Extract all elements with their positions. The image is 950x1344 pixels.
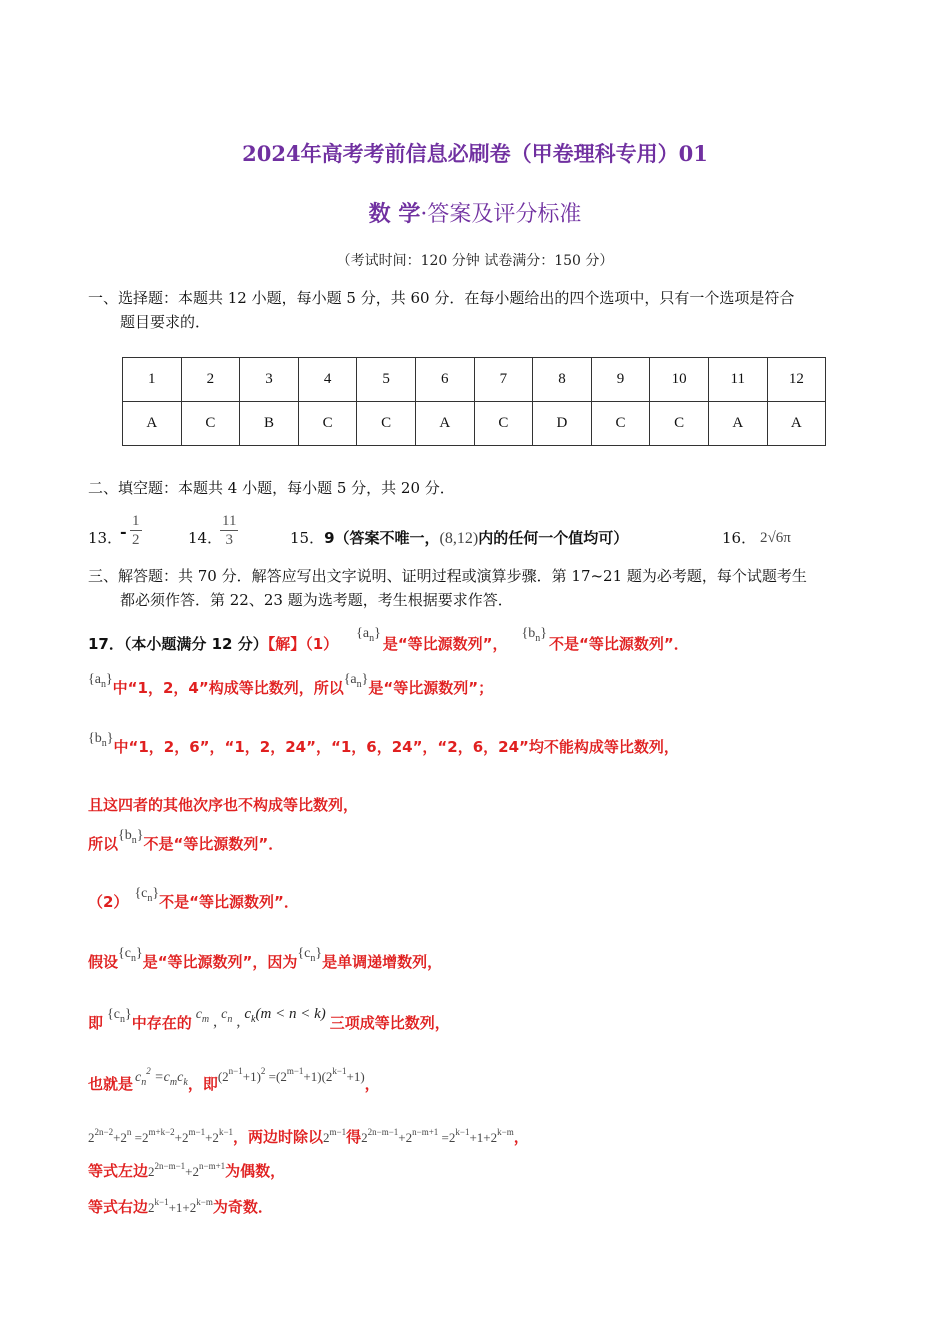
q14-denominator: 3 [225, 532, 233, 548]
page-subtitle [0, 197, 950, 228]
q17-line10-get: 得 [346, 1128, 362, 1146]
eq-left-side: $2^{2n-m-1}+2^{n-m+1}$ [148, 1161, 226, 1179]
term-cm: $c_m$ [195, 1007, 210, 1025]
q17-line4: 且这四者的其他次序也不构成等比数列， [88, 796, 359, 814]
q15-label: 15． [290, 529, 325, 547]
set-a-3: $\{a_n\}$ [343, 672, 369, 690]
q17-line10: $2^{2n-2}+2^n =2^{m+k-2}+2^{m-1}+2^{k-1}$，两边时除以$2^{m-1}$得$2^{2n-m-1}+2^{n-m+1} =2^{k-1}+1+2^{k-m}$， [88, 1127, 529, 1146]
q17-line12 [88, 1196, 273, 1217]
term-cn: $c_n$ [221, 1007, 233, 1025]
answer-cell: D [533, 402, 592, 446]
set-b-2: $\{b_n\}$ [88, 731, 114, 749]
section2-heading: 二、填空题：本题共 4 小题，每小题 5 分，共 20 分． [88, 479, 455, 497]
q17-line8: 即 $\{c_n\}$中存在的 $c_m$ , $c_n$ , $c_k(m < n < k)$ 三项成等比数列， [88, 1006, 450, 1032]
section1-heading-line1: 一、选择题：本题共 12 小题，每小题 5 分，共 60 分．在每小题给出的四个选项中，只有一个选项是符合 [88, 289, 795, 307]
q17-line5-end: 不是“等比源数列”． [143, 835, 284, 853]
q17-line5-pre: 所以 [88, 835, 119, 853]
q17-line3 [88, 731, 679, 757]
answer-cell: B [240, 402, 299, 446]
set-c-3: $\{c_n\}$ [297, 946, 323, 964]
section3-heading-line1: 三、解答题：共 70 分．解答应写出文字说明、证明过程或演算步骤．第 17~21 题为必考题，每个试题考生 [88, 567, 807, 585]
set-b-3: $\{b_n\}$ [118, 828, 144, 846]
answer-cell: A [123, 402, 182, 446]
answer-cell: A [415, 402, 474, 446]
answer-cell: C [474, 402, 533, 446]
question-number-cell: 9 [591, 358, 650, 402]
q14-label: 14． [188, 529, 223, 547]
q17-line12-end: 为奇数． [212, 1198, 273, 1216]
question-number-cell: 7 [474, 358, 533, 402]
q17-line8-end: 三项成等比数列， [329, 1014, 450, 1032]
question-number-cell: 3 [240, 358, 299, 402]
q17-line8-pre: 即 [88, 1014, 104, 1032]
page-title: 2024年高考考前信息必刷卷（甲卷理科专用）01 [242, 141, 708, 166]
answer-cell: C [357, 402, 416, 446]
question-number-cell: 5 [357, 358, 416, 402]
eq-power-relation: (2n−1+1)2 =(2m−1+1)(2k−1+1) [217, 1066, 365, 1084]
q15-tail: 内的任何一个值均可） [478, 529, 629, 547]
q17-line5 [88, 828, 283, 854]
q17-line2 [88, 672, 493, 698]
answer-cell: C [591, 402, 650, 446]
q17-prefix: 17．（本小题满分 12 分） [88, 635, 268, 653]
q17-part2-label: （2） [88, 893, 129, 911]
question-number-cell: 1 [123, 358, 182, 402]
q17-line11-end: 为偶数， [225, 1162, 286, 1180]
question-number-cell: 8 [533, 358, 592, 402]
q15-line [290, 526, 628, 551]
q13-label: 13． [88, 529, 123, 547]
q13-denominator: 2 [132, 532, 140, 548]
eq-cn-squared: $c_n^2 =c_mc_k$ [135, 1066, 188, 1088]
q13-numerator: 1 [132, 513, 140, 529]
q17-line11 [88, 1160, 285, 1181]
answer-table-numbers-row [123, 358, 826, 402]
set-c-4: $\{c_n\}$ [107, 1007, 132, 1025]
set-c-2: $\{c_n\}$ [118, 946, 143, 964]
q15-answer: 9（答案不唯一， [324, 529, 440, 547]
question-number-cell: 12 [767, 358, 826, 402]
subject-name: 数 学 [368, 201, 421, 227]
q17-jie: 【解】（1） [267, 635, 339, 653]
answer-cell: A [767, 402, 826, 446]
q17-line1 [88, 626, 689, 654]
question-number-cell: 4 [298, 358, 357, 402]
q17-line1-isnot: 不是“等比源数列”． [549, 635, 689, 653]
q17-line9-mid: ，即 [187, 1075, 218, 1093]
eq-expanded: $2^{2n-2}+2^n =2^{m+k-2}+2^{m-1}+2^{k-1}$ [88, 1127, 234, 1145]
q17-line7-pre: 假设 [88, 953, 119, 971]
q17-line9-pre: 也就是 [88, 1075, 134, 1093]
answer-cell: C [181, 402, 240, 446]
q16-answer: 2√6π [760, 530, 791, 546]
answer-table-answers-row [123, 402, 826, 446]
question-number-cell: 10 [650, 358, 709, 402]
q15-interval: (8,12) [439, 530, 479, 547]
answer-cell: A [708, 402, 767, 446]
q14-fraction [220, 512, 238, 549]
q17-line7-end: 是单调递增数列， [322, 953, 443, 971]
eq-right-side: $2^{k-1}+1+2^{k-m}$ [148, 1197, 213, 1215]
set-a-2: $\{a_n\}$ [88, 672, 113, 690]
eq-divided: $2^{2n-m-1}+2^{n-m+1} =2^{k-1}+1+2^{k-m}$ [361, 1127, 514, 1145]
set-a-1: $\{a_n\}$ [356, 626, 381, 644]
q17-line2-end: 是“等比源数列”； [368, 679, 494, 697]
q13-fraction [130, 512, 142, 549]
q17-line12-pre: 等式右边 [88, 1198, 149, 1216]
q17-line8-mid: 中存在的 [131, 1014, 192, 1032]
q17-line11-pre: 等式左边 [88, 1162, 149, 1180]
section3-heading-line2: 都必须作答．第 22、23 题为选考题，考生根据要求作答． [120, 591, 513, 609]
section1-heading-line2: 题目要求的． [120, 313, 211, 331]
question-number-cell: 11 [708, 358, 767, 402]
question-number-cell: 6 [415, 358, 474, 402]
q17-line1-is: 是“等比源数列”， [382, 635, 508, 653]
answer-table [122, 357, 826, 446]
q17-line7 [88, 946, 442, 972]
term-ck-condition: $c_k(m < n < k)$ [244, 1006, 326, 1025]
q17-line10-mid: ，两边时除以 [233, 1128, 324, 1146]
q16-label: 16． [722, 529, 757, 547]
question-number-cell: 2 [181, 358, 240, 402]
answer-cell: C [298, 402, 357, 446]
q17-line3-text: 中“1，2，6”，“1，2，24”，“1，6，24”，“2，6，24”均不能构成等比数列， [113, 738, 679, 756]
q17-part2-heading [88, 886, 299, 912]
eq-divisor: $2^{m-1}$ [323, 1127, 347, 1145]
q17-line7-mid: 是“等比源数列”，因为 [142, 953, 298, 971]
q17-line9: 也就是 $c_n^2 =c_mc_k$，即$^{(2^{n-1}+1)^2 =(2^{m-1}+1)(2^{k-1}+1)}$， [88, 1066, 380, 1093]
set-b-1: $\{b_n\}$ [521, 626, 548, 644]
answer-cell: C [650, 402, 709, 446]
q14-numerator: 11 [222, 513, 237, 529]
q17-line2-text: 中“1，2，4”构成等比数列，所以 [112, 679, 344, 697]
q17-part2-end: 不是“等比源数列”． [159, 893, 299, 911]
set-c-1: $\{c_n\}$ [134, 886, 160, 904]
exam-time-info: （考试时间：120 分钟 试卷满分：150 分） [336, 253, 614, 269]
subtitle-rest: ·答案及评分标准 [420, 202, 582, 227]
q13-sign: - [120, 522, 127, 541]
